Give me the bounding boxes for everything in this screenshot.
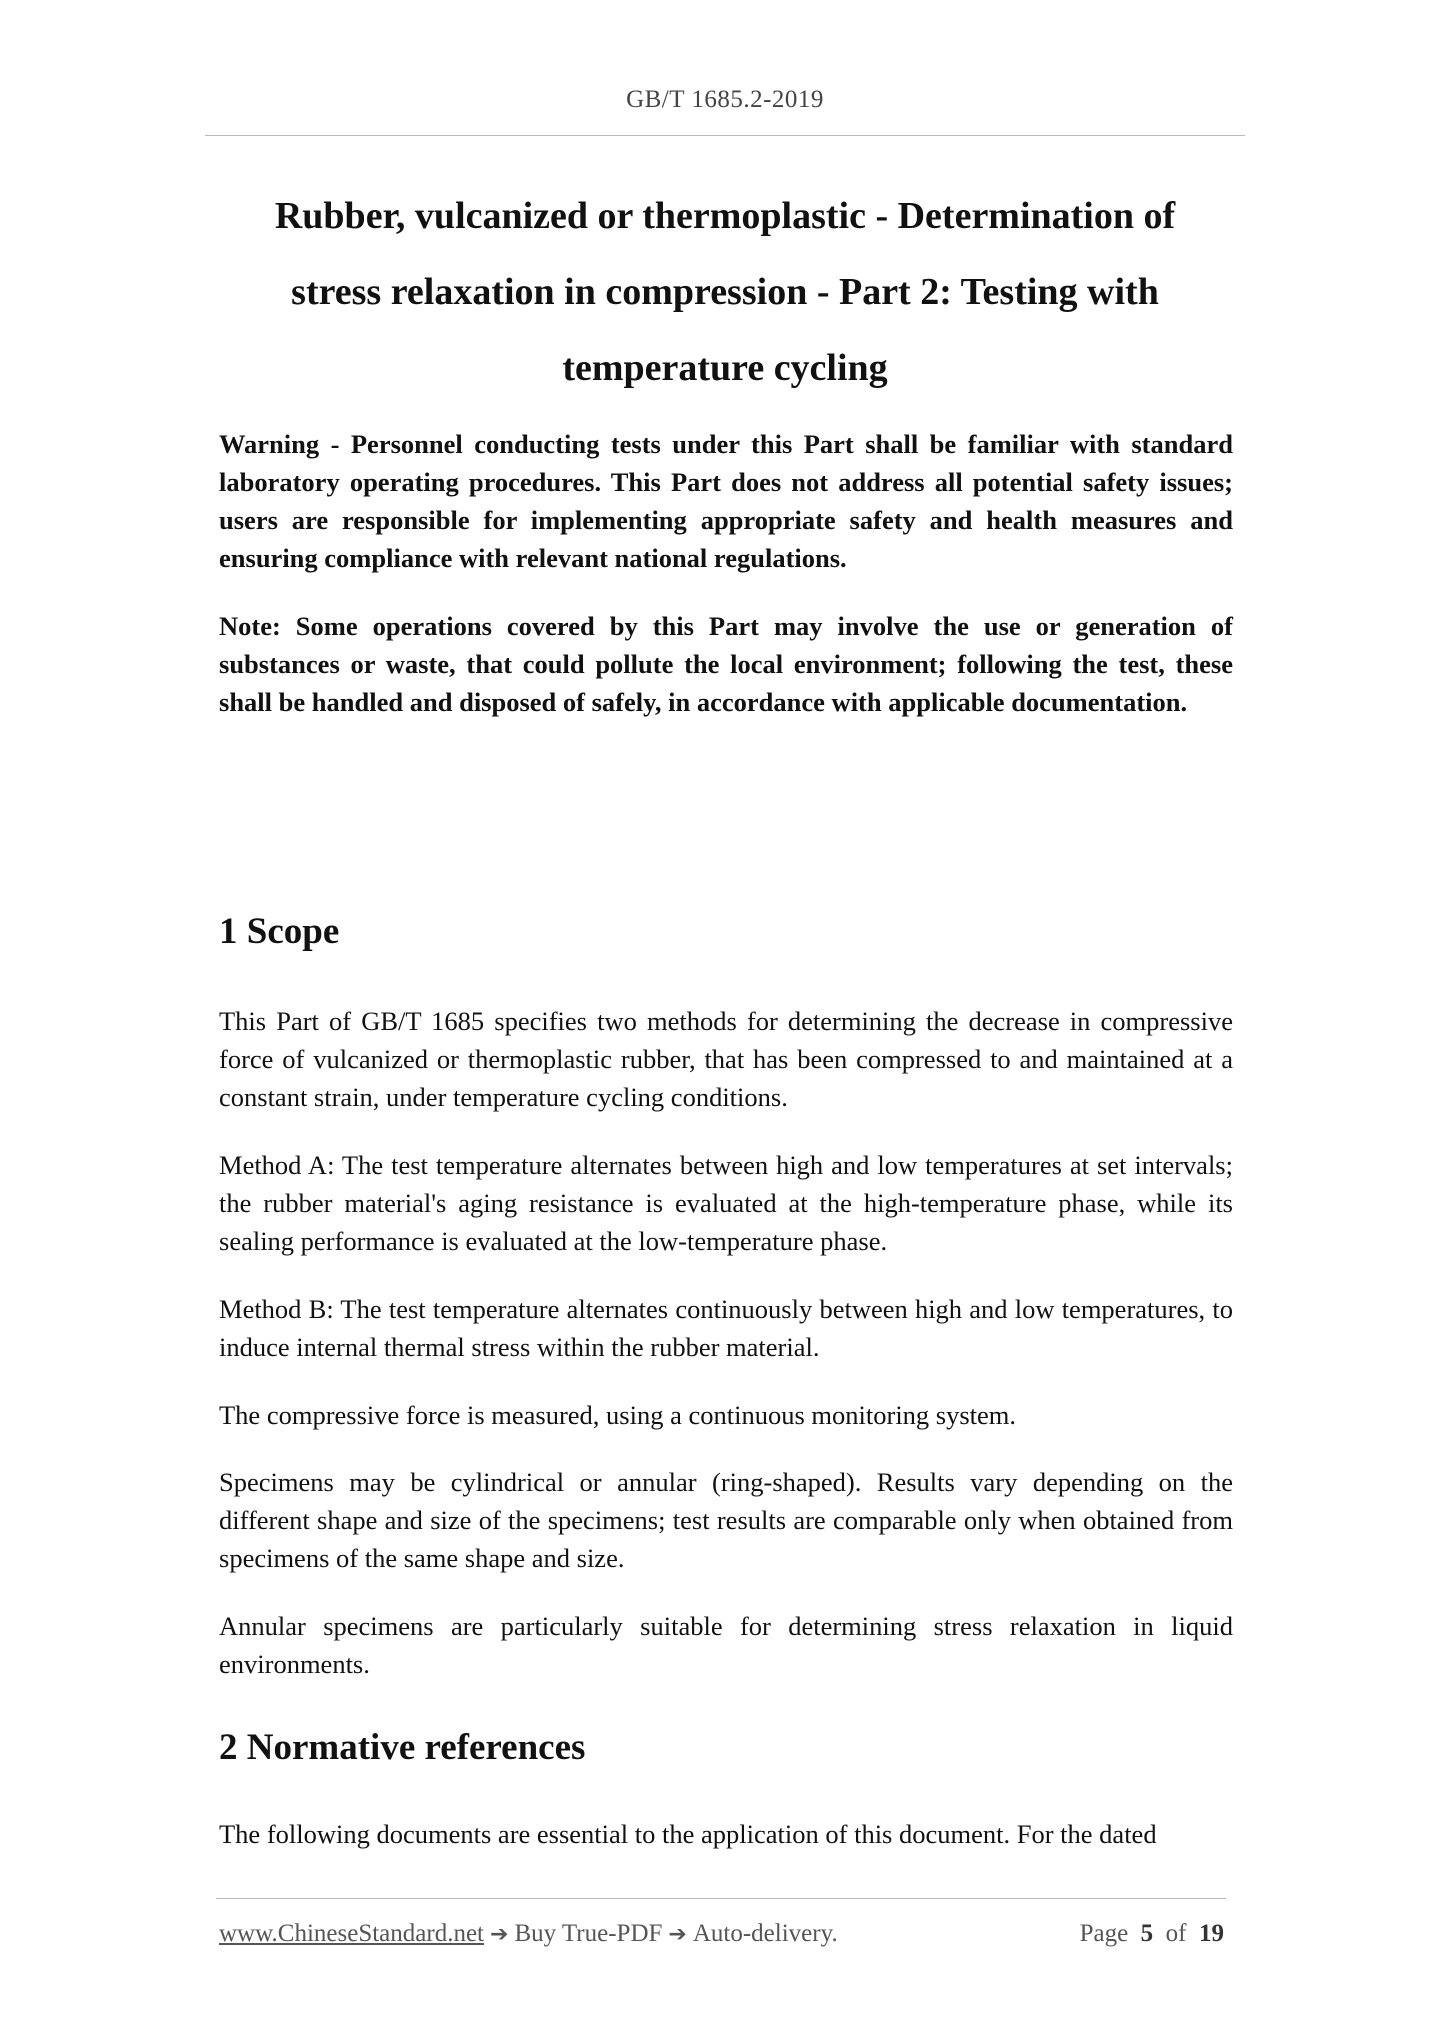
section-heading-normative-references: 2 Normative references <box>219 1727 586 1768</box>
note-block <box>219 607 1233 721</box>
of-word: of <box>1165 1920 1187 1947</box>
page-word: Page <box>1079 1920 1129 1947</box>
scope-paragraph: This Part of GB/T 1685 specifies two methods for determining the decrease in compressive force of vulcanized or thermoplastic rubber, that has been compressed to and maintained at a constant strain, under temperature cycling conditions. <box>219 1006 1233 1112</box>
arrow-right-icon: ➔ <box>490 1922 509 1947</box>
current-page-number: 5 <box>1140 1920 1154 1947</box>
scope-paragraph-1-block <box>219 1002 1233 1116</box>
scope-paragraph-2-block <box>219 1146 1233 1260</box>
scope-paragraph: Method B: The test temperature alternates continuously between high and low temperatures, to induce internal thermal stress within the rubber material. <box>219 1294 1233 1362</box>
header-divider <box>205 135 1245 136</box>
section-heading-scope: 1 Scope <box>219 911 340 952</box>
page-number-indicator <box>1080 1920 1224 1948</box>
document-title-line-1: Rubber, vulcanized or thermoplastic - Determination of <box>274 195 1176 237</box>
document-title <box>205 178 1245 406</box>
chinese-standard-link[interactable]: www.ChineseStandard.net <box>219 1920 484 1947</box>
total-page-count: 19 <box>1199 1920 1224 1947</box>
warning-block <box>219 425 1233 577</box>
document-title-line-3: temperature cycling <box>562 347 888 389</box>
footer-divider <box>216 1898 1226 1899</box>
normative-paragraph-block <box>219 1815 1233 1853</box>
footer-promo <box>219 1920 838 1948</box>
scope-paragraph-6-block <box>219 1607 1233 1683</box>
scope-paragraph: Method A: The test temperature alternates between high and low temperatures at set intervals; the rubber material's aging resistance is evaluated at the high-temperature phase, while its sealing performance is evaluated at the low-temperature phase. <box>219 1150 1233 1256</box>
scope-paragraph-5-block <box>219 1463 1233 1577</box>
scope-paragraph: The compressive force is measured, using a continuous monitoring system. <box>219 1400 1017 1430</box>
section-1-heading-block <box>219 910 1233 954</box>
buy-true-pdf-text: Buy True-PDF <box>514 1920 663 1947</box>
scope-paragraph: Annular specimens are particularly suitable for determining stress relaxation in liquid environments. <box>219 1611 1233 1679</box>
document-title-line-2: stress relaxation in compression - Part 2: Testing with <box>291 271 1159 313</box>
auto-delivery-text: Auto-delivery. <box>692 1920 838 1947</box>
scope-paragraph: Specimens may be cylindrical or annular (ring-shaped). Results vary depending on the different shape and size of the specimens; test results are comparable only when obtained from specimens of the same shape and size. <box>219 1467 1233 1573</box>
normative-references-paragraph: The following documents are essential to the application of this document. For the dated <box>219 1819 1157 1849</box>
arrow-right-icon: ➔ <box>668 1922 687 1947</box>
section-2-heading-block <box>219 1726 1233 1770</box>
scope-paragraph-4-block <box>219 1396 1233 1434</box>
page-header-standard-code: GB/T 1685.2-2019 <box>626 86 824 113</box>
scope-paragraph-3-block <box>219 1290 1233 1366</box>
warning-paragraph: Warning - Personnel conducting tests under this Part shall be familiar with standard laboratory operating procedures. This Part does not address all potential safety issues; users are responsible for implementing appropriate safety and health measures and ensuring compliance with relevant national regulations. <box>219 429 1233 573</box>
note-paragraph: Note: Some operations covered by this Part may involve the use or generation of substances or waste, that could pollute the local environment; following the test, these shall be handled and disposed of safely, in accordance with applicable documentation. <box>219 611 1233 717</box>
